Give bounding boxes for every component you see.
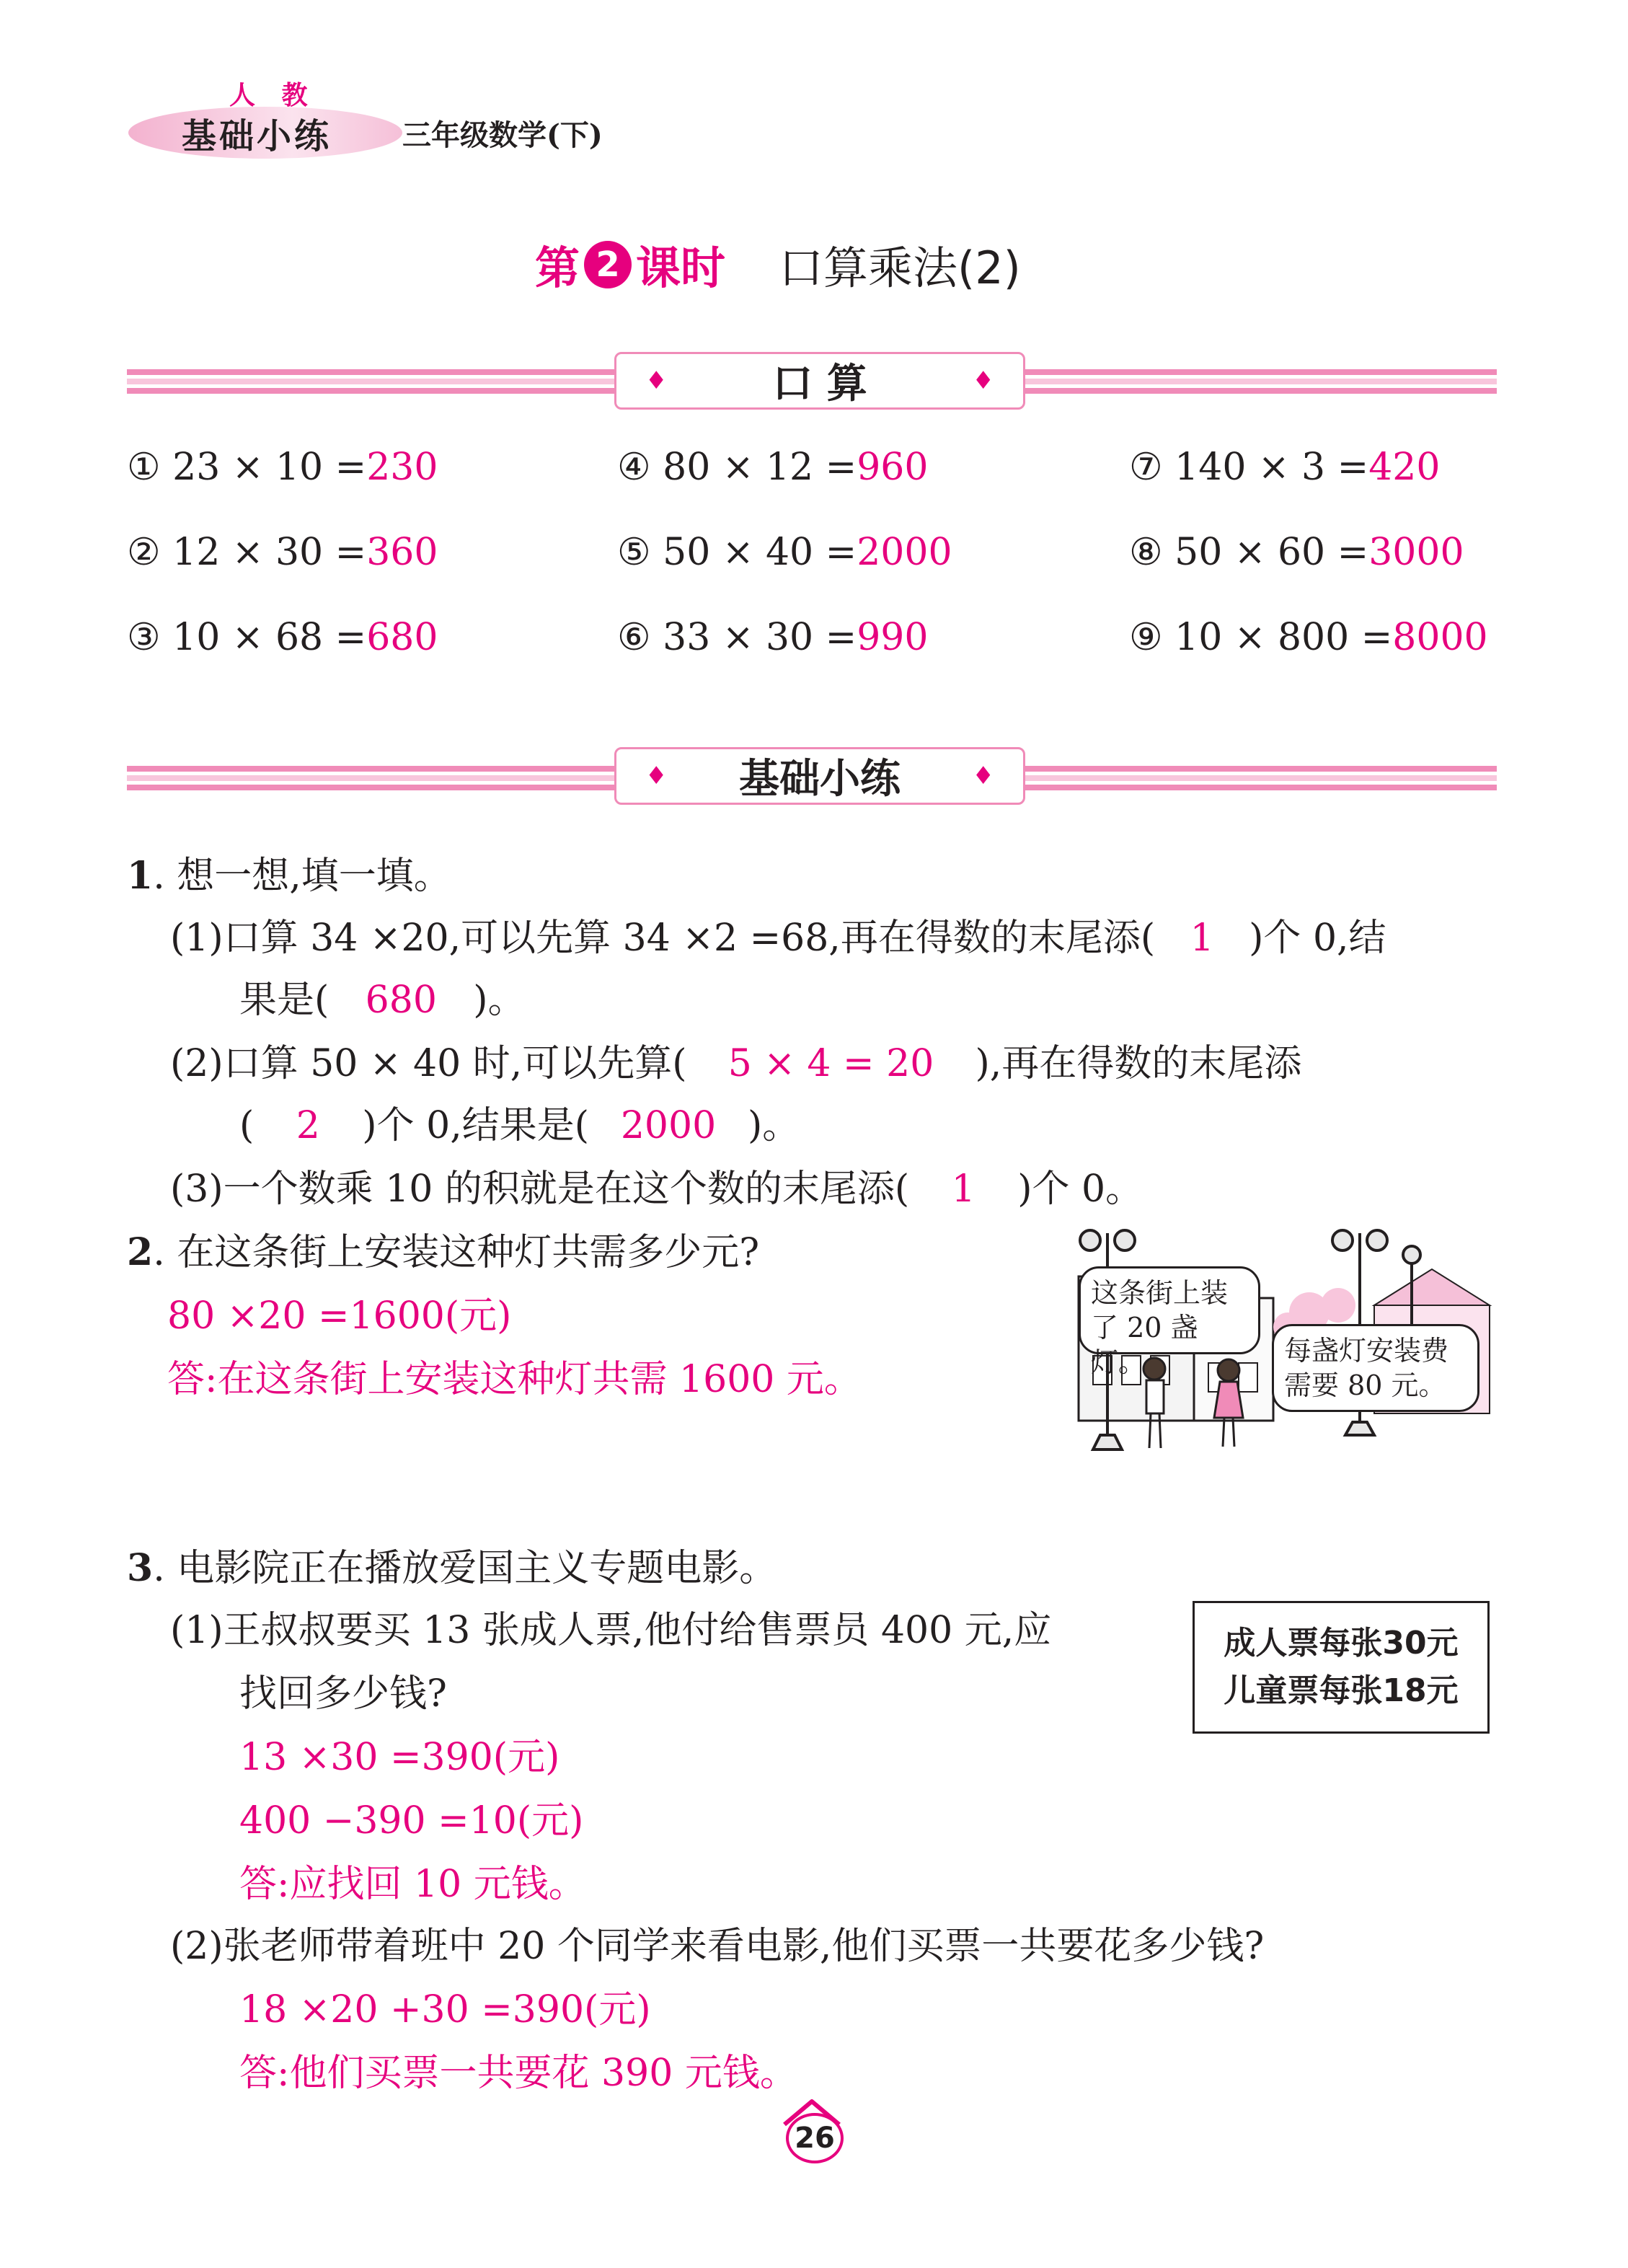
- speech-bubble-boy: 这条街上装 了 20 盏灯。: [1079, 1266, 1260, 1354]
- publisher-label: 人 教: [229, 80, 317, 110]
- diamond-icon: ♦: [645, 762, 668, 790]
- oral-item: ② 12 × 30 =360: [127, 531, 438, 574]
- speech-bubble-girl: 每盏灯安装费 需要 80 元。: [1272, 1324, 1479, 1412]
- oral-item: ⑨ 10 × 800 =8000: [1129, 616, 1488, 659]
- section-header-oral: [614, 352, 1025, 410]
- oral-item: ⑧ 50 × 60 =3000: [1129, 531, 1464, 574]
- oral-item: ④ 80 × 12 =960: [617, 446, 929, 489]
- question-2-stem: 2. 在这条街上安装这种灯共需多少元?: [127, 1230, 760, 1274]
- grade-label: 三年级数学(下): [402, 118, 603, 152]
- section-title-oral: 口 算: [772, 361, 867, 407]
- ticket-price-box: [1193, 1601, 1490, 1734]
- question-2-calc: 80 ×20 =1600(元): [167, 1294, 512, 1338]
- oral-item: ⑤ 50 × 40 =2000: [617, 531, 952, 574]
- question-3-part-2-calc: 18 ×20 +30 =390(元): [239, 1988, 651, 2031]
- lesson-topic: 口算乘法(2): [779, 242, 1021, 294]
- child-ticket-price: 儿童票每张18元: [1224, 1672, 1459, 1709]
- question-1-part-2-cont: ( 2 )个 0,结果是( 2000 )。: [239, 1104, 800, 1147]
- diamond-icon: ♦: [972, 366, 994, 395]
- adult-ticket-price: 成人票每张30元: [1224, 1625, 1459, 1662]
- section-title-basic: 基础小练: [739, 756, 901, 803]
- question-3-part-1: (1)王叔叔要买 13 张成人票,他付给售票员 400 元,应: [170, 1609, 1052, 1652]
- question-3-part-1-calc-2: 400 −390 =10(元): [239, 1799, 584, 1843]
- question-3-part-2-answer: 答:他们买票一共要花 390 元钱。: [239, 2052, 797, 2095]
- page-number: 26: [786, 2113, 844, 2163]
- question-1-part-2: (2)口算 50 × 40 时,可以先算( 5 × 4 = 20 ),再在得数的末尾添: [170, 1042, 1302, 1085]
- page-title: [535, 232, 1021, 296]
- page-number-badge: [779, 2097, 845, 2163]
- question-1-part-3: (3)一个数乘 10 的积就是在这个数的末尾添( 1 )个 0。: [170, 1168, 1143, 1211]
- diamond-icon: ♦: [645, 366, 668, 395]
- question-3-part-1-cont: 找回多少钱?: [239, 1672, 447, 1716]
- question-3-part-2: (2)张老师带着班中 20 个同学来看电影,他们买票一共要花多少钱?: [170, 1925, 1265, 1968]
- oral-item: ⑦ 140 × 3 =420: [1129, 446, 1441, 489]
- question-1-stem: 1. 想一想,填一填。: [127, 854, 451, 898]
- street-illustration: [1071, 1219, 1497, 1478]
- question-1-part-1: (1)口算 34 ×20,可以先算 34 ×2 =68,再在得数的末尾添( 1 )个 0,结: [170, 917, 1386, 960]
- question-3-part-1-answer: 答:应找回 10 元钱。: [239, 1863, 586, 1906]
- oral-item: ⑥ 33 × 30 =990: [617, 616, 929, 659]
- oral-item: ① 23 × 10 =230: [127, 446, 438, 489]
- question-2-answer: 答:在这条街上安装这种灯共需 1600 元。: [167, 1358, 862, 1401]
- diamond-icon: ♦: [972, 762, 994, 790]
- lesson-number: 2: [584, 241, 632, 288]
- lesson-suffix: 课时: [636, 242, 726, 294]
- lesson-prefix: 第: [535, 242, 580, 294]
- series-label: 基础小练: [182, 116, 332, 156]
- question-3-part-1-calc-1: 13 ×30 =390(元): [239, 1736, 560, 1779]
- question-1-part-1-cont: 果是( 680 )。: [239, 979, 526, 1022]
- oral-item: ③ 10 × 68 =680: [127, 616, 438, 659]
- section-header-basic: [614, 747, 1025, 805]
- question-3-stem: 3. 电影院正在播放爱国主义专题电影。: [127, 1546, 777, 1590]
